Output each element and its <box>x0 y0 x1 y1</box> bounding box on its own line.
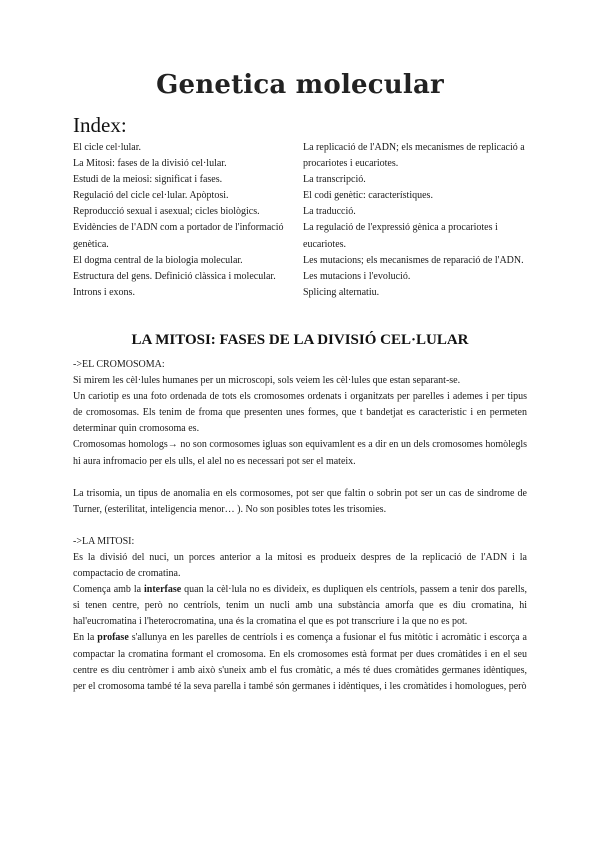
spacer <box>73 470 527 486</box>
text-run: quan la cèl·lula no es divideix, es dupliquen els centríols, passem a tenir dos parells, si tenen centre, però no centríols, tenim un nucli amb una substància amorfa que es diu cromatina, hi hal'eucromatina i l'heterocromatina, una és la cromatina el que es pot transcriure i la que no es pot. <box>73 584 527 628</box>
index-item: La Mitosi: fases de la divisió cel·lular. <box>73 158 227 170</box>
paragraph: ->LA MITOSI: <box>73 535 135 547</box>
paragraph: Un cariotip es una foto ordenada de tots els cromosomes ordenats i organitzats per parelles i ademes i per tipus de cromosomas. Els tenim de froma que presenten unes formes, que t bandetjat es caracteristic i en permeten determinar quin cromosoma es. <box>73 391 527 435</box>
paragraph: La trisomia, un tipus de anomalia en els cormosomes, pot ser que faltin o sobrin pot ser un cas de sindrome de Turner, (esterilitat, inteligencia menor… ). No son posibles totes les trisomies. <box>73 487 527 515</box>
paragraph <box>73 582 527 630</box>
paragraph: Es la divisió del nuci, un porces anterior a la mitosi es produeix despres de la replicació de l'ADN i la compactacio de cromatina. <box>73 551 527 580</box>
index-right-column <box>303 140 531 301</box>
paragraph: ->EL CROMOSOMA: <box>73 359 165 370</box>
index-item: La transcripció. <box>303 174 366 186</box>
spacer <box>73 518 527 534</box>
index-left-column <box>73 140 299 301</box>
index-item: La traducció. <box>303 206 356 218</box>
section-heading: LA MITOSI: FASES DE LA DIVISIÓ CEL·LULAR <box>131 332 469 348</box>
index-item: Splicing alternatiu. <box>303 286 380 298</box>
index-item: Reproducció sexual i asexual; cicles biològics. <box>73 206 260 218</box>
text-run: En la <box>73 632 98 644</box>
index-item: Evidències de l'ADN com a portador de l'informació genètica. <box>73 222 284 250</box>
text-run: s'allunya en les parelles de centríols i es comença a fusionar el fus mitòtic i acromàtic i escorça a compactar la cromatina formant el cromosoma. En els cromosomes està format per dues cromàtides i en el seu centre es diu centròmer i amb això s'uneix amb el fus cromàtic, a més té dues cromàtides germanes idèntiques, per el cromosoma també té la seva parella i també són germanes i idèntiques, i les cromàtides i homologues, però <box>73 632 527 692</box>
index-item: El cicle cel·lular. <box>73 142 142 153</box>
index-item: La regulació de l'expressió gènica a procariotes i eucariotes. <box>303 222 498 250</box>
index-item: Regulació del cicle cel·lular. Apòptosi. <box>73 190 229 202</box>
index-item: La replicació de l'ADN; els mecanismes de replicació a procariotes i eucariotes. <box>303 142 525 170</box>
text-run: Comença amb la <box>73 584 144 596</box>
index-item: Les mutacions; els mecanismes de reparació de l'ADN. Les mutacions i l'evolució. <box>303 254 524 282</box>
paragraph <box>73 630 527 694</box>
index-item: Estudi de la meiosi: significat i fases. <box>73 174 223 186</box>
document-title: Genetica molecular <box>156 70 444 100</box>
keyword-profase: profase <box>97 632 129 644</box>
paragraph: Cromosomas homologs→ no son cormosomes igluas son equivamlent es a dir en un dels cromosomes homòlegls hi aura infromacio per els ulls, el alel no es necessari pot ser el mateix. <box>73 439 527 467</box>
body-text <box>73 357 527 695</box>
index-item: El dogma central de la biologia molecular. <box>73 254 243 266</box>
index-heading: Index: <box>73 113 127 137</box>
paragraph: Si mirem les cèl·lules humanes per un microscopi, sols veiem les cèl·lules que estan separant-se. <box>73 375 461 387</box>
index-item: El codi genètic: característiques. <box>303 190 433 202</box>
keyword-interfase: interfase <box>143 584 182 596</box>
index-item: Estructura del gens. Definició clàssica i molecular. Introns i exons. <box>73 270 276 298</box>
